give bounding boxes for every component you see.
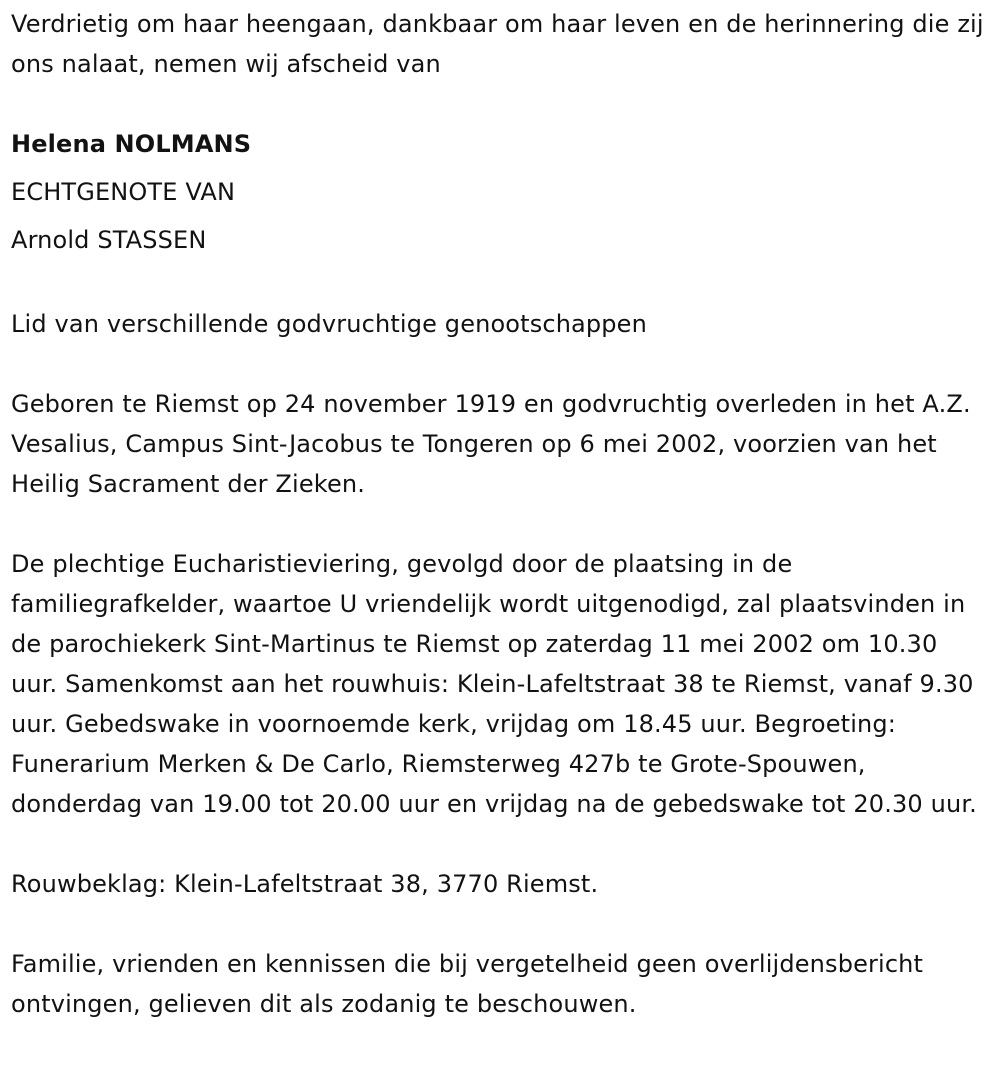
- name-block: [11, 120, 986, 264]
- spouse-name: Arnold STASSEN: [11, 226, 207, 254]
- obituary-document: [11, 4, 986, 1024]
- birth-death-paragraph: Geboren te Riemst op 24 november 1919 en godvruchtig overleden in het A.Z. Vesalius, Campus Sint-Jacobus te Tongeren op 6 mei 2002, voorzien van het Heilig Sacrament der Zieken.: [11, 390, 971, 498]
- spouse-label: ECHTGENOTE VAN: [11, 178, 236, 206]
- intro-paragraph: Verdrietig om haar heengaan, dankbaar om haar leven en de herinnering die zij ons nalaat, nemen wij afscheid van: [11, 10, 984, 78]
- deceased-name: Helena NOLMANS: [11, 130, 252, 158]
- closing-paragraph: Familie, vrienden en kennissen die bij vergetelheid geen overlijdensbericht ontvingen, gelieven dit als zodanig te beschouwen.: [11, 950, 924, 1018]
- membership-paragraph: Lid van verschillende godvruchtige genootschappen: [11, 310, 647, 338]
- condolence-address: Rouwbeklag: Klein-Lafeltstraat 38, 3770 Riemst.: [11, 870, 599, 898]
- ceremony-paragraph: De plechtige Eucharistieviering, gevolgd door de plaatsing in de familiegrafkelder, waartoe U vriendelijk wordt uitgenodigd, zal plaatsvinden in de parochiekerk Sint-Martinus te Riemst op zaterdag 11 mei 2002 om 10.30 uur. Samenkomst aan het rouwhuis: Klein-Lafeltstraat 38 te Riemst, vanaf 9.30 uur. Gebedswake in voornoemde kerk, vrijdag om 18.45 uur. Begroeting: Funerarium Merken & De Carlo, Riemsterweg 427b te Grote-Spouwen, donderdag van 19.00 tot 20.00 uur en vrijdag na de gebedswake tot 20.30 uur.: [11, 550, 977, 818]
